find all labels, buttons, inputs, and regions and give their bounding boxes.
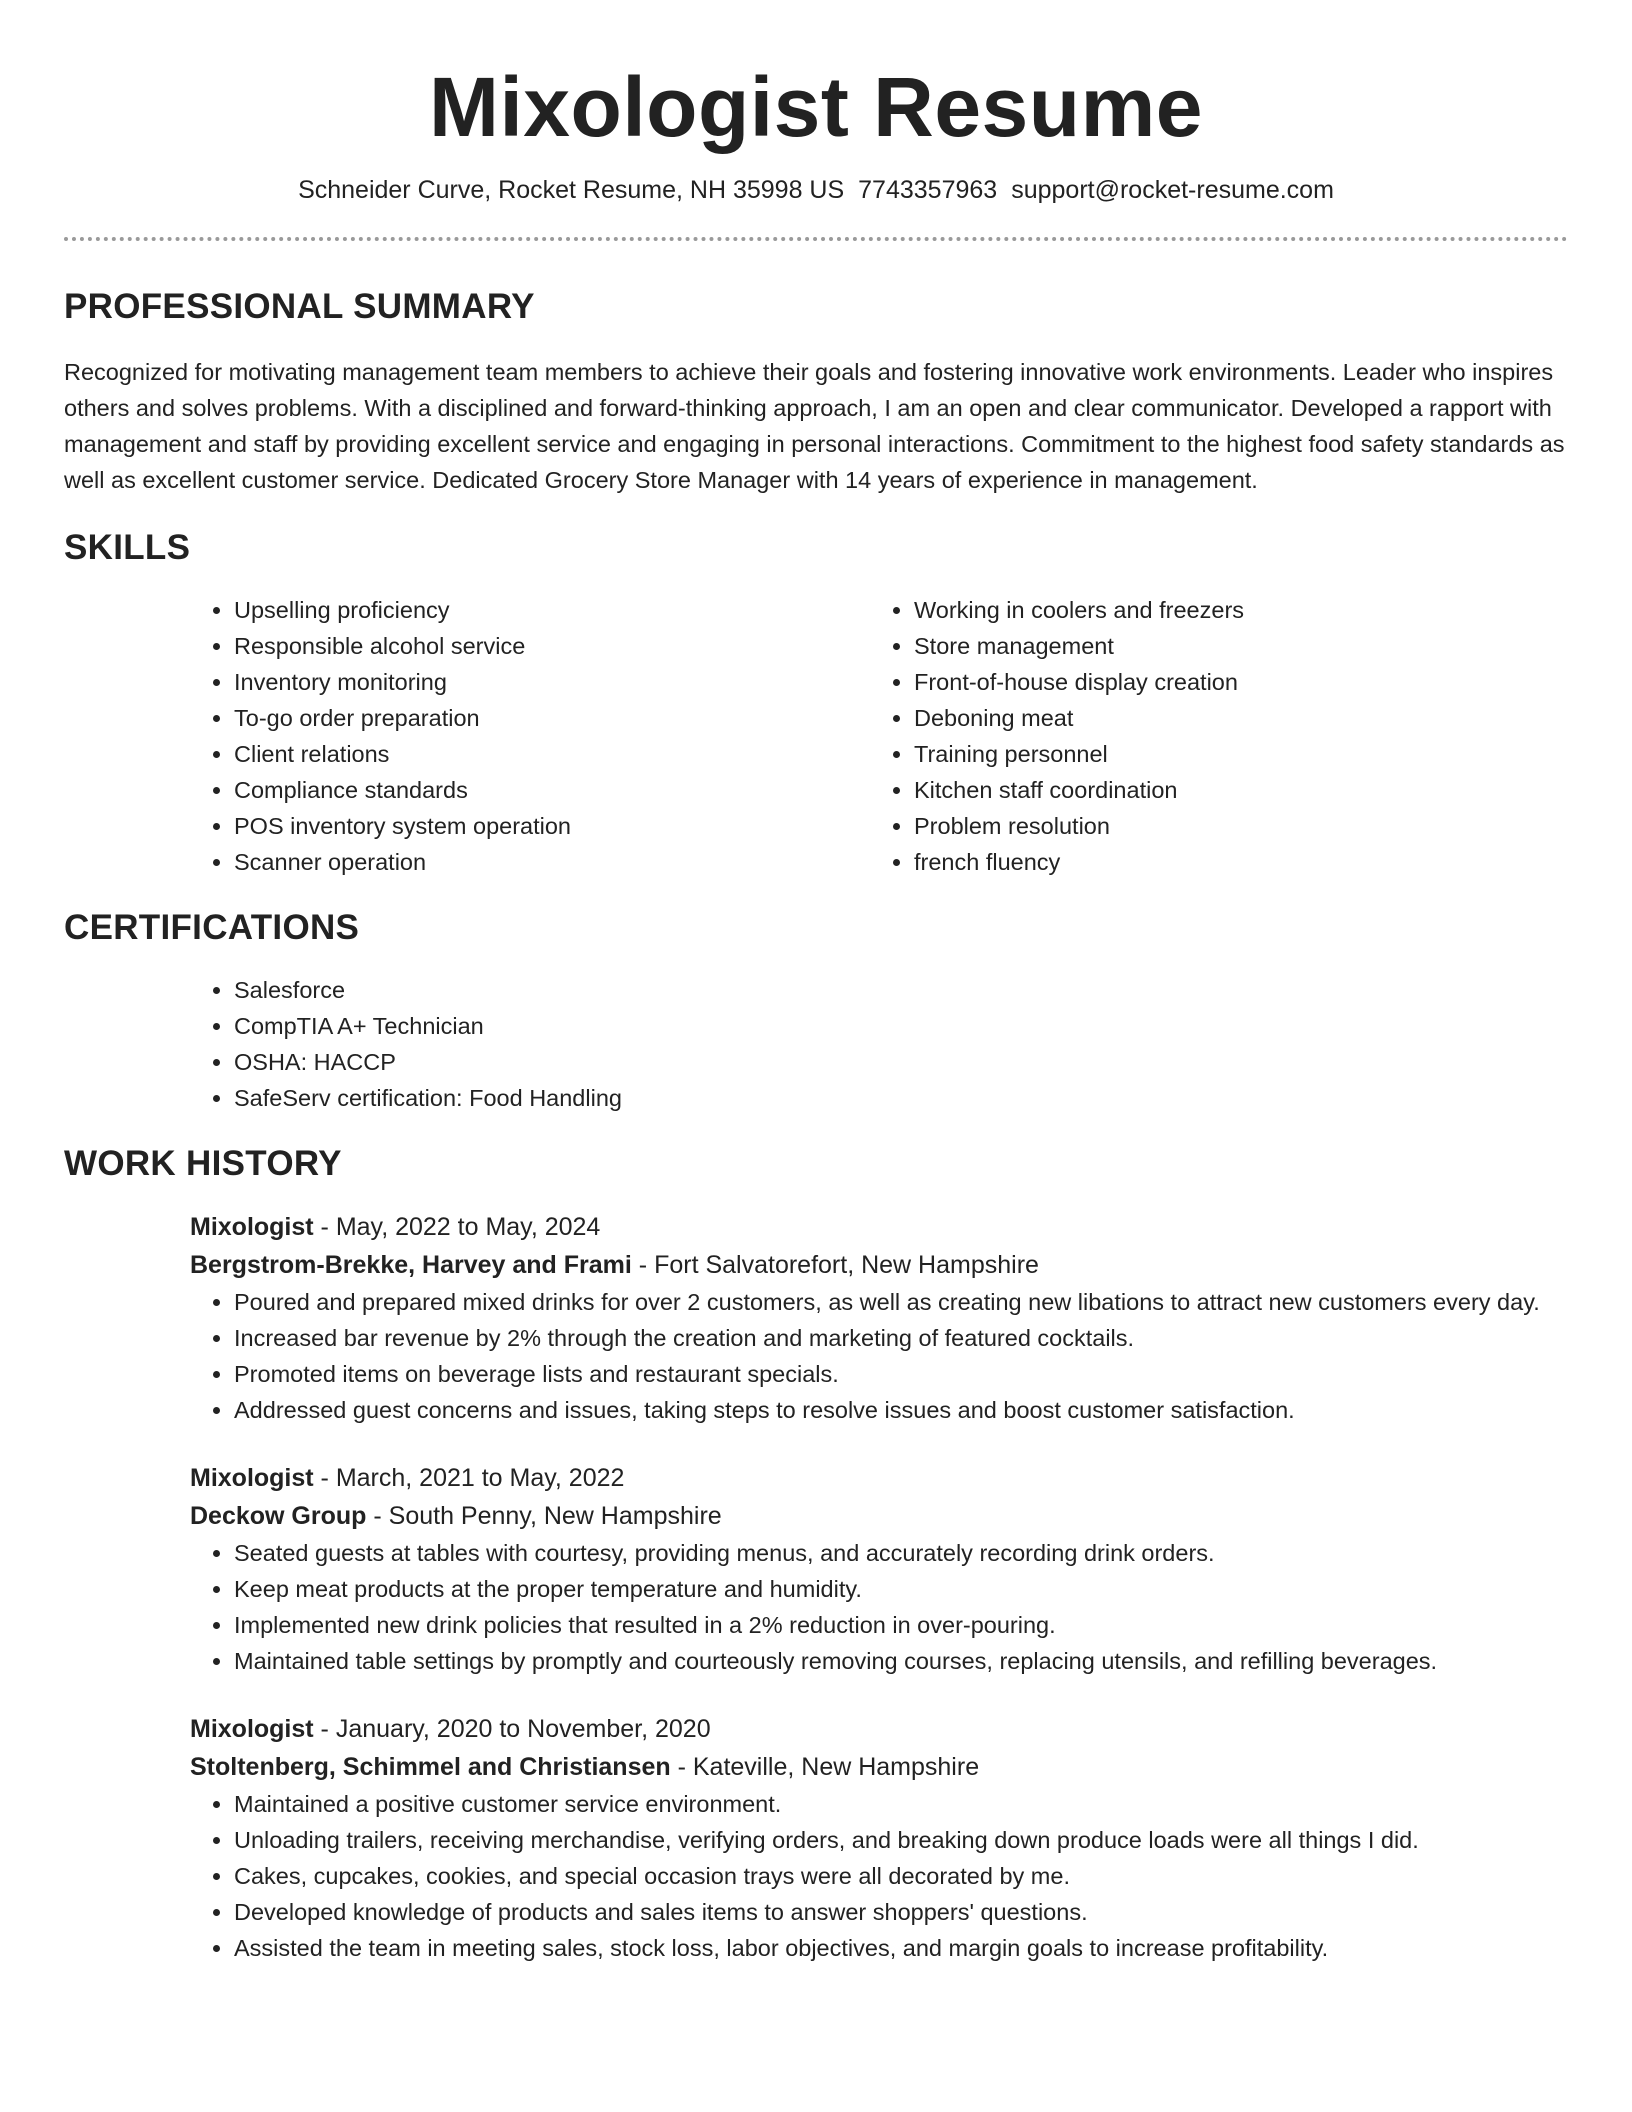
job-title-line — [190, 1459, 1568, 1497]
job-role: Mixologist — [190, 1464, 314, 1492]
job-company-line — [190, 1246, 1568, 1284]
summary-section — [64, 285, 1568, 498]
skill-item: • Training personnel — [914, 736, 1550, 772]
job-entry — [190, 1459, 1568, 1679]
job-role: Mixologist — [190, 1715, 314, 1743]
skill-item: • POS inventory system operation — [234, 808, 870, 844]
job-location: - Kateville, New Hampshire — [670, 1753, 980, 1781]
certification-item: • CompTIA A+ Technician — [234, 1008, 1568, 1044]
skill-item: • Working in coolers and freezers — [914, 592, 1550, 628]
job-entry — [190, 1208, 1568, 1428]
job-bullet: • Addressed guest concerns and issues, taking steps to resolve issues and boost customer satisfaction. — [234, 1392, 1568, 1428]
skills-list-right — [870, 592, 1550, 880]
contact-phone: 7743357963 — [858, 176, 998, 204]
job-bullets — [190, 1535, 1568, 1679]
work-heading: WORK HISTORY — [64, 1144, 342, 1183]
job-dates: - March, 2021 to May, 2022 — [313, 1464, 625, 1492]
job-company: Deckow Group — [190, 1502, 367, 1530]
job-bullet: • Seated guests at tables with courtesy, providing menus, and accurately recording drink orders. — [234, 1535, 1568, 1571]
job-location: - South Penny, New Hampshire — [366, 1502, 722, 1530]
certifications-section — [64, 906, 1568, 1116]
certification-item: • SafeServ certification: Food Handling — [234, 1080, 1568, 1116]
job-bullet: • Cakes, cupcakes, cookies, and special occasion trays were all decorated by me. — [234, 1858, 1568, 1894]
skill-item: • Scanner operation — [234, 844, 870, 880]
skills-column-left — [190, 592, 870, 880]
contact-line — [64, 173, 1568, 207]
job-dates: - May, 2022 to May, 2024 — [313, 1213, 601, 1241]
skill-item: • Front-of-house display creation — [914, 664, 1550, 700]
header-divider — [64, 237, 1568, 241]
skill-item: • Problem resolution — [914, 808, 1550, 844]
skill-item: • To-go order preparation — [234, 700, 870, 736]
skill-item: • Store management — [914, 628, 1550, 664]
skills-list-left — [190, 592, 870, 880]
job-role: Mixologist — [190, 1213, 314, 1241]
skill-item: • Client relations — [234, 736, 870, 772]
skill-item: • Compliance standards — [234, 772, 870, 808]
job-dates: - January, 2020 to November, 2020 — [313, 1715, 711, 1743]
job-bullet: • Poured and prepared mixed drinks for over 2 customers, as well as creating new libations to attract new customers every day. — [234, 1284, 1568, 1320]
skills-heading: SKILLS — [64, 528, 191, 567]
certifications-heading: CERTIFICATIONS — [64, 908, 360, 947]
skill-item: • Kitchen staff coordination — [914, 772, 1550, 808]
skill-item: • Upselling proficiency — [234, 592, 870, 628]
job-company: Stoltenberg, Schimmel and Christiansen — [190, 1753, 671, 1781]
skill-item: • Responsible alcohol service — [234, 628, 870, 664]
summary-text: Recognized for motivating management team members to achieve their goals and fostering innovative work environments. Leader who inspires others and solves problems. With a disciplined and forward-thinking approach, I am an open and clear communicator. Developed a rapport with management and staff by providing excellent service and engaging in personal interactions. Commitment to the highest food safety standards as well as excellent customer service. Dedicated Grocery Store Manager with 14 years of experience in management. — [64, 359, 1565, 493]
work-section — [64, 1142, 1568, 1966]
job-bullet: • Maintained table settings by promptly and courteously removing courses, replacing utensils, and refilling beverages. — [234, 1643, 1568, 1679]
jobs-list — [190, 1208, 1568, 1966]
job-bullet: • Maintained a positive customer service environment. — [234, 1786, 1568, 1822]
job-bullet: • Implemented new drink policies that resulted in a 2% reduction in over-pouring. — [234, 1607, 1568, 1643]
job-bullet: • Promoted items on beverage lists and restaurant specials. — [234, 1356, 1568, 1392]
skills-column-right — [870, 592, 1550, 880]
job-company-line — [190, 1748, 1568, 1786]
contact-email: support@rocket-resume.com — [1011, 176, 1334, 204]
job-company: Bergstrom-Brekke, Harvey and Frami — [190, 1251, 632, 1279]
job-location: - Fort Salvatorefort, New Hampshire — [631, 1251, 1039, 1279]
skill-item: • Deboning meat — [914, 700, 1550, 736]
skills-section — [64, 526, 1568, 880]
summary-heading: PROFESSIONAL SUMMARY — [64, 287, 535, 326]
job-company-line — [190, 1497, 1568, 1535]
resume-page — [64, 0, 1568, 1966]
certifications-list — [190, 972, 1568, 1116]
job-bullets — [190, 1284, 1568, 1428]
skills-grid — [190, 592, 1568, 880]
job-title-line — [190, 1208, 1568, 1246]
certifications-body — [190, 972, 1568, 1116]
skill-item: • Inventory monitoring — [234, 664, 870, 700]
resume-title: Mixologist Resume — [429, 60, 1203, 154]
job-bullets — [190, 1786, 1568, 1966]
job-bullet: • Unloading trailers, receiving merchandise, verifying orders, and breaking down produce loads were all things I did. — [234, 1822, 1568, 1858]
job-bullet: • Assisted the team in meeting sales, stock loss, labor objectives, and margin goals to increase profitability. — [234, 1930, 1568, 1966]
job-title-line — [190, 1710, 1568, 1748]
job-bullet: • Keep meat products at the proper temperature and humidity. — [234, 1571, 1568, 1607]
contact-address: Schneider Curve, Rocket Resume, NH 35998 US — [298, 176, 845, 204]
certification-item: • Salesforce — [234, 972, 1568, 1008]
certification-item: • OSHA: HACCP — [234, 1044, 1568, 1080]
skill-item: • french fluency — [914, 844, 1550, 880]
job-bullet: • Increased bar revenue by 2% through the creation and marketing of featured cocktails. — [234, 1320, 1568, 1356]
job-entry — [190, 1710, 1568, 1966]
job-bullet: • Developed knowledge of products and sales items to answer shoppers' questions. — [234, 1894, 1568, 1930]
